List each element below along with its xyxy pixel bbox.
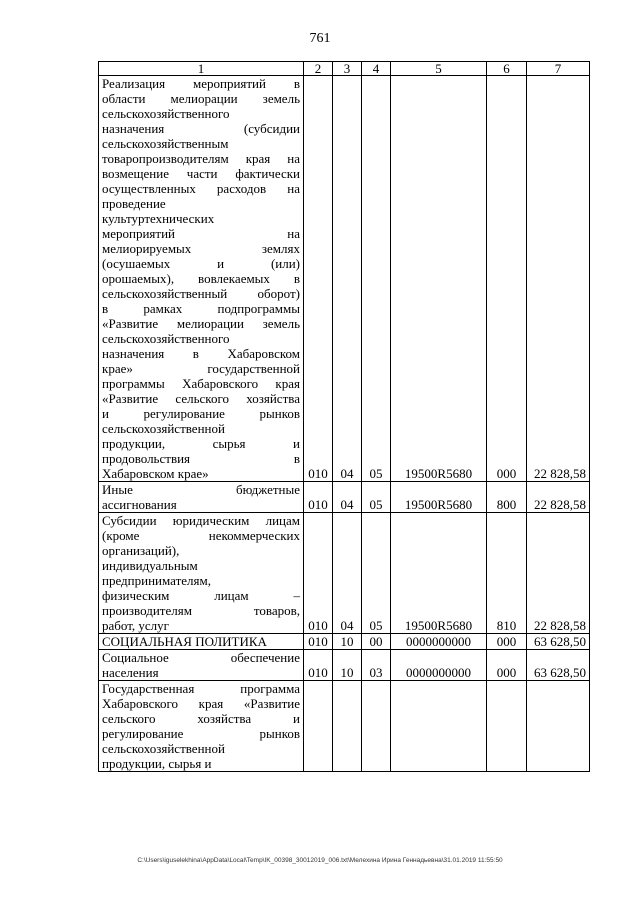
item-name-line: (осушаемых и (или) — [102, 256, 300, 271]
item-name-line: Хабаровском крае» — [102, 466, 209, 481]
cell-pr: 05 — [362, 513, 391, 634]
table-row — [99, 513, 590, 634]
cell-csr: 19500R5680 — [391, 76, 487, 482]
header-col-4: 4 — [362, 62, 391, 76]
item-name-line: СОЦИАЛЬНАЯ ПОЛИТИКА — [102, 634, 267, 649]
item-name-line: сельскохозяйственной — [102, 741, 225, 756]
cell-vr: 800 — [487, 482, 527, 513]
cell-pr: 05 — [362, 482, 391, 513]
cell-rz: 04 — [333, 513, 362, 634]
item-name-line: организаций), — [102, 543, 180, 558]
cell-item-name — [99, 681, 304, 772]
cell-rz: 04 — [333, 76, 362, 482]
item-name-line: Социальное обеспечение — [102, 650, 300, 665]
table-row — [99, 76, 590, 482]
cell-sum: 63 628,50 — [527, 650, 590, 681]
cell-item-name — [99, 76, 304, 482]
page-number: 761 — [309, 31, 331, 46]
item-name-line: (кроме некоммерческих — [102, 528, 300, 543]
cell-vr: 000 — [487, 650, 527, 681]
cell-pr: 03 — [362, 650, 391, 681]
table-row — [99, 634, 590, 650]
item-name-line: области мелиорации земель — [102, 91, 300, 106]
item-name-line: сельскохозяйственный оборот) — [102, 286, 300, 301]
item-name-line: продукции, сырья и — [102, 756, 212, 771]
cell-pr: 00 — [362, 634, 391, 650]
item-name-line: возмещение части фактически — [102, 166, 300, 181]
cell-csr: 0000000000 — [391, 634, 487, 650]
item-name-line: сельскохозяйственного — [102, 331, 230, 346]
item-name-line: программы Хабаровского края — [102, 376, 300, 391]
cell-grbs: 010 — [304, 513, 333, 634]
table-row — [99, 681, 590, 772]
cell-sum: 63 628,50 — [527, 634, 590, 650]
item-name-line: сельского хозяйства и — [102, 711, 300, 726]
cell-grbs — [304, 681, 333, 772]
budget-table — [98, 61, 590, 772]
cell-sum: 22 828,58 — [527, 76, 590, 482]
item-name-line: ассигнования — [102, 497, 177, 512]
item-name-line: Субсидии юридическим лицам — [102, 513, 300, 528]
header-col-6: 6 — [487, 62, 527, 76]
cell-vr — [487, 681, 527, 772]
cell-vr: 810 — [487, 513, 527, 634]
cell-csr: 19500R5680 — [391, 482, 487, 513]
table-row — [99, 650, 590, 681]
cell-rz: 04 — [333, 482, 362, 513]
item-name-line: Государственная программа — [102, 681, 300, 696]
cell-item-name — [99, 513, 304, 634]
cell-grbs: 010 — [304, 650, 333, 681]
cell-rz — [333, 681, 362, 772]
header-col-2: 2 — [304, 62, 333, 76]
header-col-3: 3 — [333, 62, 362, 76]
item-name-line: крае» государственной — [102, 361, 300, 376]
item-name-line: сельскохозяйственной — [102, 421, 225, 436]
header-col-7: 7 — [527, 62, 590, 76]
cell-sum: 22 828,58 — [527, 482, 590, 513]
item-name-line: Иные бюджетные — [102, 482, 300, 497]
cell-rz: 10 — [333, 650, 362, 681]
item-name-line: «Развитие сельского хозяйства — [102, 391, 300, 406]
cell-vr: 000 — [487, 634, 527, 650]
cell-grbs: 010 — [304, 482, 333, 513]
item-name-line: населения — [102, 665, 159, 680]
item-name-line: товаропроизводителям края на — [102, 151, 300, 166]
item-name-line: проведение — [102, 196, 166, 211]
item-name-line: мероприятий на — [102, 226, 300, 241]
item-name-line: и регулирование рынков — [102, 406, 300, 421]
item-name-line: орошаемых), вовлекаемых в — [102, 271, 300, 286]
file-path-footer: C:\Users\iguselekhina\AppData\Local\Temp\IK_00398_30012019_006.txt\Мелехина Ирина Геннадьевна\31.01.2019 11:55:50 — [137, 857, 503, 864]
item-name-line: индивидуальным — [102, 558, 198, 573]
header-col-1: 1 — [99, 62, 304, 76]
cell-csr: 19500R5680 — [391, 513, 487, 634]
item-name-line: Реализация мероприятий в — [102, 76, 300, 91]
item-name-line: работ, услуг — [102, 618, 170, 633]
cell-sum — [527, 681, 590, 772]
item-name-line: мелиорируемых землях — [102, 241, 300, 256]
item-name-line: регулирование рынков — [102, 726, 300, 741]
cell-item-name — [99, 650, 304, 681]
item-name-line: назначения в Хабаровском — [102, 346, 300, 361]
cell-item-name — [99, 482, 304, 513]
cell-rz: 10 — [333, 634, 362, 650]
cell-pr — [362, 681, 391, 772]
cell-vr: 000 — [487, 76, 527, 482]
item-name-line: продукции, сырья и — [102, 436, 300, 451]
item-name-line: «Развитие мелиорации земель — [102, 316, 300, 331]
cell-csr — [391, 681, 487, 772]
cell-item-name — [99, 634, 304, 650]
item-name-line: сельскохозяйственного — [102, 106, 230, 121]
item-name-line: продовольствия в — [102, 451, 300, 466]
item-name-line: в рамках подпрограммы — [102, 301, 300, 316]
item-name-line: Хабаровского края «Развитие — [102, 696, 300, 711]
cell-grbs: 010 — [304, 634, 333, 650]
header-col-5: 5 — [391, 62, 487, 76]
cell-grbs: 010 — [304, 76, 333, 482]
cell-csr: 0000000000 — [391, 650, 487, 681]
header-row — [99, 62, 590, 76]
item-name-line: сельскохозяйственным — [102, 136, 229, 151]
item-name-line: назначения (субсидии — [102, 121, 300, 136]
item-name-line: осуществленных расходов на — [102, 181, 300, 196]
item-name-line: производителям товаров, — [102, 603, 300, 618]
cell-pr: 05 — [362, 76, 391, 482]
cell-sum: 22 828,58 — [527, 513, 590, 634]
item-name-line: культуртехнических — [102, 211, 215, 226]
table-row — [99, 482, 590, 513]
item-name-line: предпринимателям, — [102, 573, 211, 588]
item-name-line: физическим лицам – — [102, 588, 300, 603]
